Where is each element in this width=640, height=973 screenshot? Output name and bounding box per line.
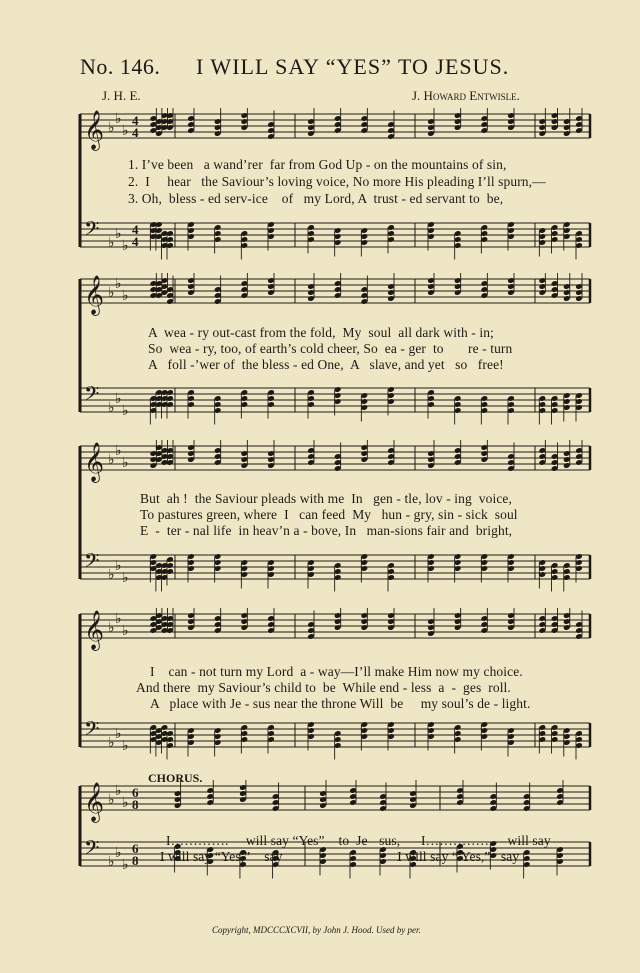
- svg-text:8: 8: [132, 853, 139, 868]
- lyric-line-2-3: A foll -’wer of the bless - ed One, A slave, and yet so free!: [148, 357, 504, 372]
- lyric-line-2-2: So wea - ry, too, of earth’s cold cheer, So ea - ger to re - turn: [148, 341, 513, 356]
- svg-text:♭: ♭: [115, 845, 122, 861]
- svg-text:♭: ♭: [108, 620, 115, 636]
- lyric-line-2-1: A wea - ry out-cast from the fold, My soul all dark with - in;: [148, 325, 494, 340]
- copyright-note: Copyright, MDCCCXCVII, by John J. Hood. Used by per.: [212, 925, 421, 935]
- lyric-line-3-3: E - ter - nal life in heav’n a - bove, In man-sions fair and bright,: [140, 523, 513, 538]
- chorus-lyric-2: I will say “Yes,” say I will say “ Yes,” say: [160, 849, 520, 864]
- svg-text:6: 6: [132, 785, 139, 800]
- lyric-line-3-1: But ah ! the Saviour pleads with me In gen - tle, lov - ing voice,: [140, 491, 512, 506]
- svg-text:♭: ♭: [108, 235, 115, 251]
- svg-text:6: 6: [132, 841, 139, 856]
- svg-text:4: 4: [132, 113, 139, 128]
- svg-text:♭: ♭: [122, 455, 129, 471]
- svg-text:♭: ♭: [108, 792, 115, 808]
- svg-text:𝄢: 𝄢: [84, 217, 100, 245]
- svg-text:4: 4: [132, 234, 139, 249]
- svg-text:♭: ♭: [108, 452, 115, 468]
- svg-text:♭: ♭: [108, 400, 115, 416]
- lyric-line-1-1: 1. I’ve been a wand’rer far from God Up - on the mountains of sin,: [128, 157, 507, 172]
- chorus-lyric-1: I…………. will say “Yes” to Je - sus, I…………… will say: [166, 833, 551, 848]
- svg-text:𝄞: 𝄞: [84, 275, 105, 315]
- svg-text:𝄢: 𝄢: [84, 836, 100, 864]
- hymn-number: No. 146.: [80, 54, 161, 79]
- lyric-line-4-2: And there my Saviour’s child to be While end - less a - ges roll.: [136, 680, 511, 695]
- svg-text:𝄢: 𝄢: [84, 549, 100, 577]
- svg-text:♭: ♭: [122, 857, 129, 873]
- words-author: J. H. E.: [102, 88, 141, 103]
- lyric-line-1-2: 2. I hear the Saviour’s loving voice, No more His pleading I’ll spurn,—: [128, 174, 546, 189]
- svg-text:♭: ♭: [108, 567, 115, 583]
- svg-text:𝄞: 𝄞: [84, 782, 105, 822]
- svg-text:♭: ♭: [122, 623, 129, 639]
- svg-text:♭: ♭: [122, 403, 129, 419]
- svg-text:♭: ♭: [115, 726, 122, 742]
- svg-text:♭: ♭: [122, 123, 129, 139]
- svg-text:♭: ♭: [122, 738, 129, 754]
- lyric-line-3-2: To pastures green, where I can feed My hun - gry, sin - sick soul: [140, 507, 518, 522]
- svg-text:♭: ♭: [122, 288, 129, 304]
- svg-text:4: 4: [132, 222, 139, 237]
- lyric-line-1-3: 3. Oh, bless - ed serv-ice of my Lord, A trust - ed servant to be,: [128, 191, 504, 206]
- hymn-title: I WILL SAY “YES” TO JESUS.: [196, 54, 510, 79]
- chorus-label: CHORUS.: [148, 771, 203, 785]
- svg-text:♭: ♭: [115, 611, 122, 627]
- music-composer: J. Howard Entwisle.: [412, 88, 520, 103]
- svg-text:♭: ♭: [115, 111, 122, 127]
- svg-text:𝄢: 𝄢: [84, 382, 100, 410]
- svg-text:𝄞: 𝄞: [84, 110, 105, 150]
- svg-text:4: 4: [132, 125, 139, 140]
- svg-text:𝄞: 𝄞: [84, 442, 105, 482]
- svg-text:♭: ♭: [108, 285, 115, 301]
- svg-text:♭: ♭: [122, 795, 129, 811]
- svg-text:♭: ♭: [115, 443, 122, 459]
- svg-text:𝄞: 𝄞: [84, 610, 105, 650]
- svg-text:♭: ♭: [108, 854, 115, 870]
- svg-text:♭: ♭: [115, 558, 122, 574]
- svg-text:♭: ♭: [122, 570, 129, 586]
- svg-text:8: 8: [132, 797, 139, 812]
- lyric-line-4-3: A place with Je - sus near the throne Will be my soul’s de - light.: [150, 696, 531, 711]
- svg-text:♭: ♭: [115, 276, 122, 292]
- svg-text:𝄢: 𝄢: [84, 717, 100, 745]
- lyric-line-4-1: I can - not turn my Lord a - way—I’ll make Him now my choice.: [150, 664, 523, 679]
- svg-text:♭: ♭: [115, 783, 122, 799]
- svg-text:♭: ♭: [122, 238, 129, 254]
- svg-text:♭: ♭: [115, 226, 122, 242]
- svg-text:♭: ♭: [108, 120, 115, 136]
- svg-text:♭: ♭: [115, 391, 122, 407]
- svg-text:♭: ♭: [108, 735, 115, 751]
